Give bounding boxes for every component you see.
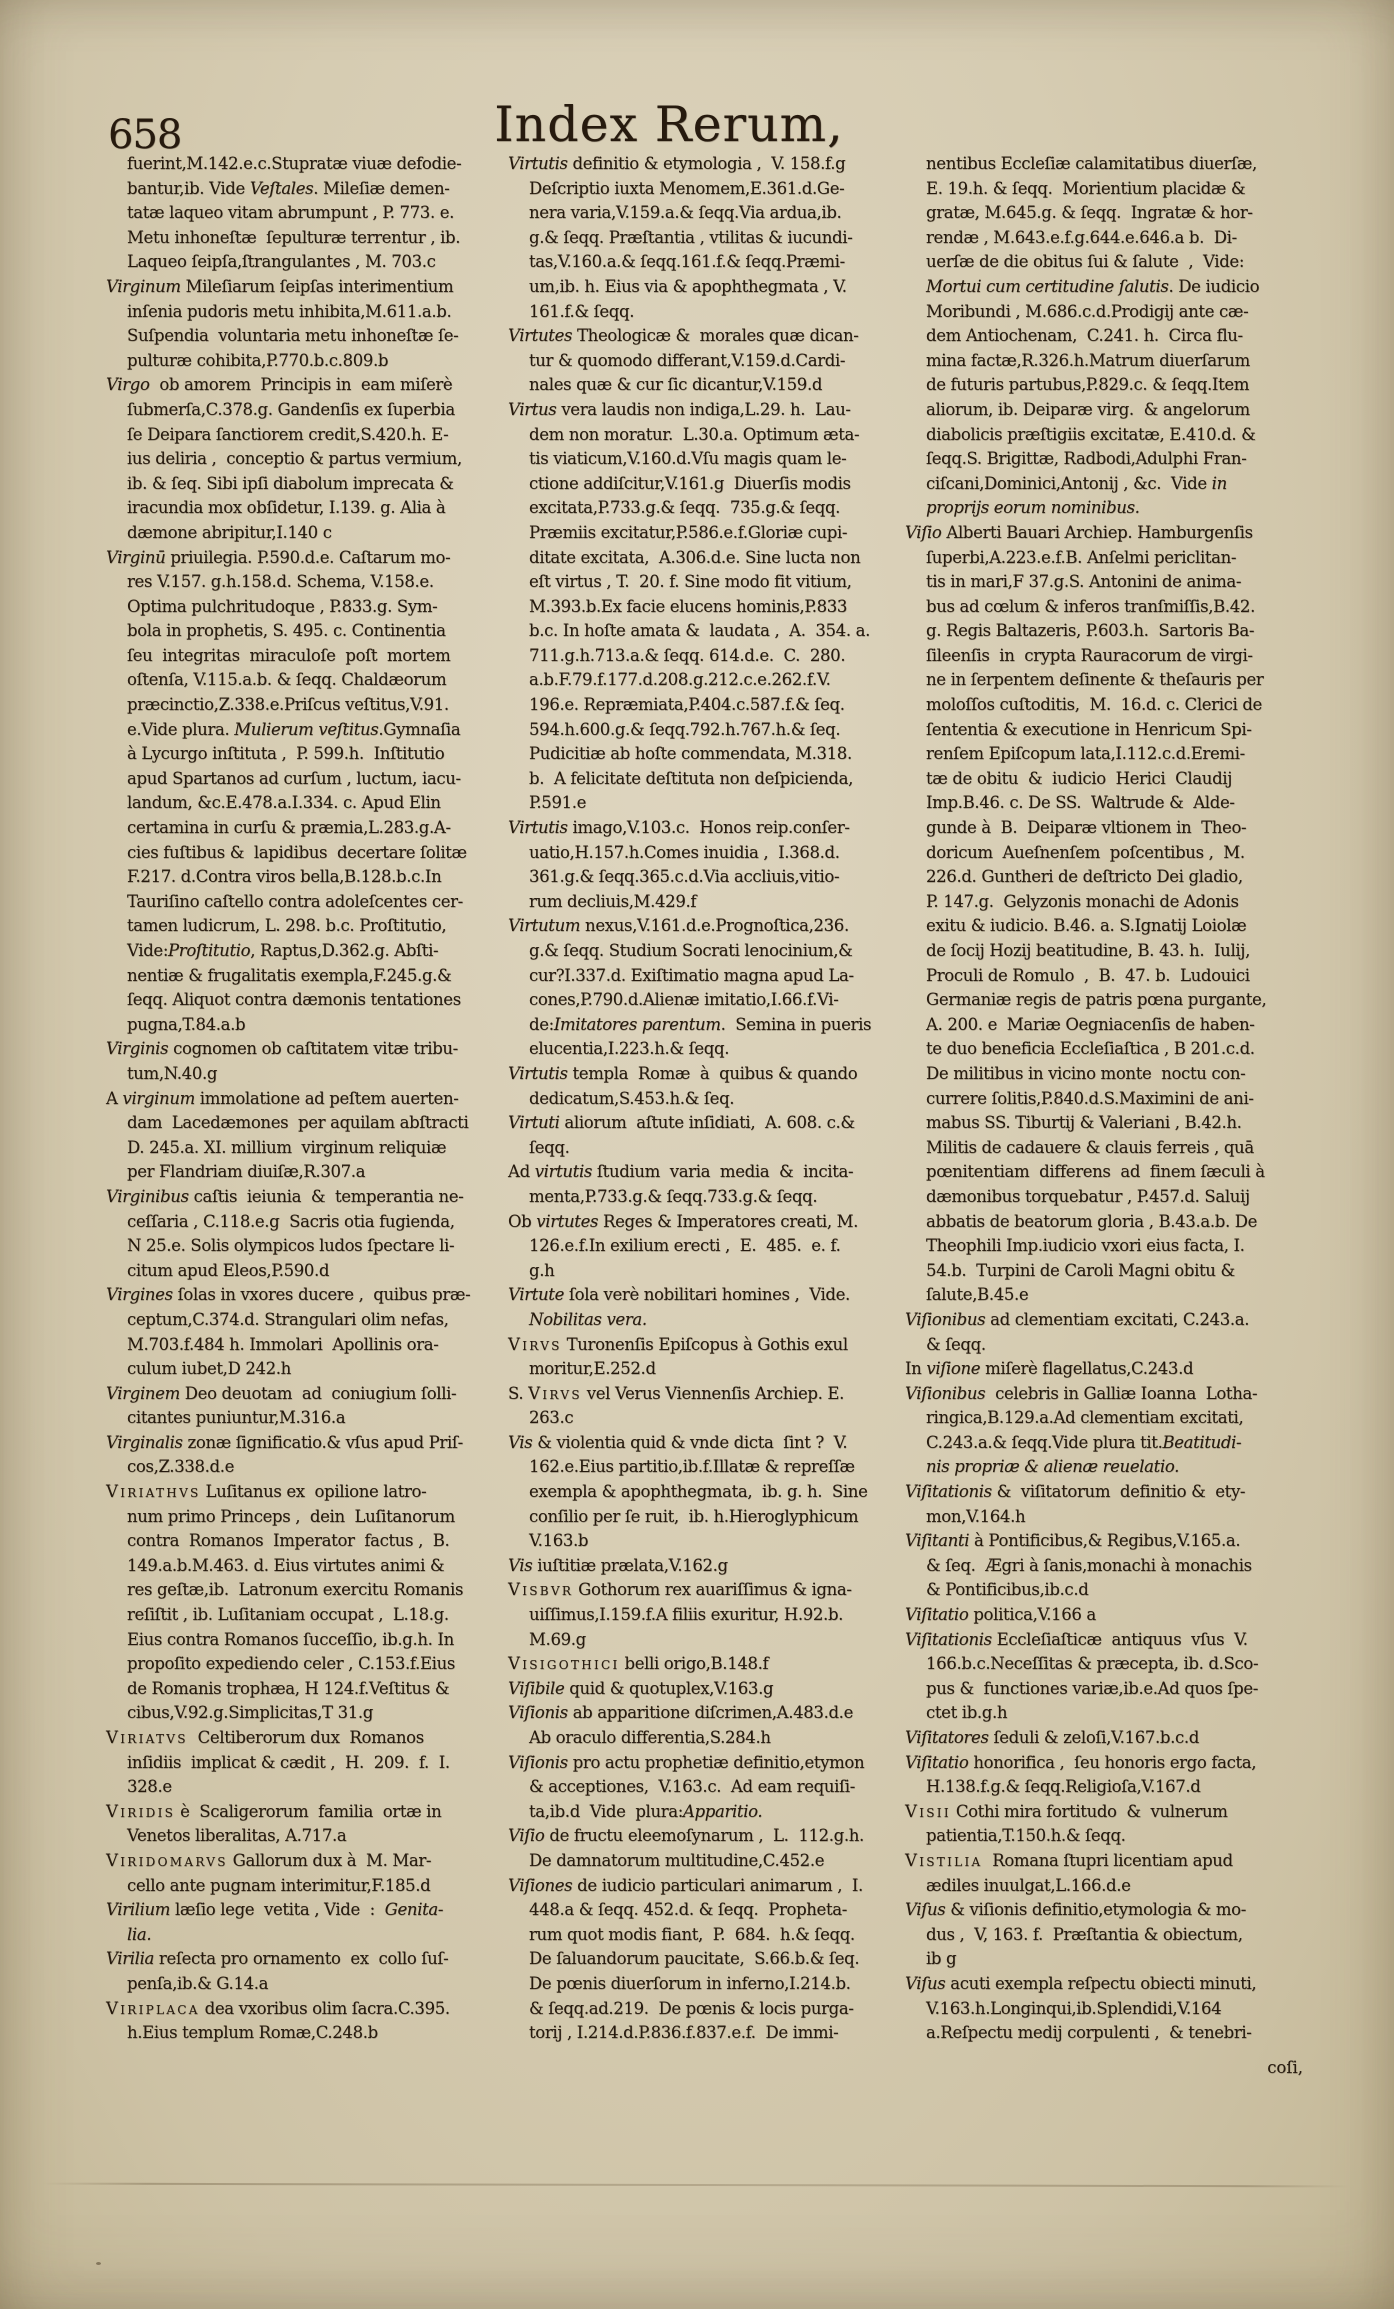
index-line: 711.g.h.713.a.& ſeqq. 614.d.e. C. 280. [529,645,846,665]
index-line: Optima pulchritudoque , P.833.g. Sym- [127,596,438,616]
index-line: H.138.f.g.& ſeqq.Religioſa,V.167.d [926,1777,1201,1797]
index-line: ctet ib.g.h [926,1703,1008,1723]
index-line: Vis & violentia quid & vnde dicta ſint ? V. [508,1432,848,1452]
index-line: tis in mari,F 37.g.S. Antonini de anima- [926,572,1242,592]
index-line: Eius contra Romanos ſucceſſio, ib.g.h. In [127,1629,454,1649]
index-line: h.Eius templum Romæ,C.248.b [127,2023,378,2043]
index-line: ringica,B.129.a.Ad clementiam excitati, [926,1408,1244,1428]
index-line: Visigothici belli origo,B.148.f [508,1654,769,1674]
index-line: iracundia mox obſidetur, I.139. g. Alia à [127,498,446,518]
index-line: ſeqq.S. Brigittæ, Radbodi,Adulphi Fran- [926,449,1247,469]
index-line: In viſione miſerè flagellatus,C.243.d [905,1359,1194,1379]
page-crease-line [42,2183,1350,2188]
index-line: tamen ludicrum, L. 298. b.c. Proſtitutio, [127,916,447,936]
index-line: uatio,H.157.h.Comes inuidia , I.368.d. [529,842,840,862]
index-line: 166.b.c.Neceſſitas & præcepta, ib. d.Sco- [926,1654,1259,1674]
index-line: uerſæ de die obitus ſui & ſalute , Vide: [926,252,1245,272]
index-line: cibus,V.92.g.Simplicitas,T 31.g [127,1703,373,1723]
index-line: tum,N.40.g [127,1063,218,1083]
index-line: bantur,ib. Vide Veſtales. Mileſiæ demen- [127,178,450,198]
index-line: Virilium læſio lege vetita , Vide : Genita- [106,1900,444,1920]
index-line: Metu inhoneſtæ ſepulturæ terrentur , ib. [127,227,461,247]
index-line: 263.c [529,1408,574,1428]
index-line: Virtutis imago,V.103.c. Honos reip.conſer- [508,818,850,838]
index-line: rendæ , M.643.e.f.g.644.e.646.a b. Di- [926,227,1237,247]
index-line: Vis iuſtitiæ prælata,V.162.g [508,1555,728,1575]
index-line: Theophili Imp.iudicio vxori eius facta, I. [926,1236,1245,1256]
index-line: 162.e.Eius partitio,ib.f.Illatæ & repreſſæ [529,1457,855,1477]
index-line: Viſionibus celebris in Galliæ Ioanna Lotha- [905,1383,1258,1403]
index-line: ta,ib.d Vide plura:Apparitio. [529,1801,763,1821]
index-line: De militibus in vicino monte noctu con- [926,1063,1246,1083]
index-line: num primo Princeps , dein Luſitanorum [127,1506,455,1526]
index-line: cello ante pugnam interimitur,F.185.d [127,1875,431,1895]
index-line: nis propriæ & alienæ reuelatio. [926,1457,1180,1477]
index-line: Venetos liberalitas, A.717.a [127,1826,347,1846]
index-line: nera varia,V.159.a.& ſeqq.Via ardua,ib. [529,203,842,223]
index-line: ſeu integritas miraculoſe poſt mortem [127,645,451,665]
index-line: dem Antiochenam, C.241. h. Circa flu- [926,326,1243,346]
index-line: Ab oraculo differentia,S.284.h [529,1728,771,1747]
index-line: inſenia pudoris metu inhibita,M.611.a.b. [127,301,452,321]
index-line: a.Reſpectu medij corpulenti , & tenebri- [926,2023,1252,2043]
index-line: elucentia,I.223.h.& ſeqq. [529,1039,730,1059]
index-line: & Pontificibus,ib.c.d [926,1580,1089,1600]
index-line: e.Vide plura. Mulierum veſtitus.Gymnaſia [127,719,461,739]
index-line: gunde à B. Deiparæ vltionem in Theo- [926,818,1247,838]
index-line: C.243.a.& ſeqq.Vide plura tit.Beatitudi- [926,1432,1242,1452]
index-line: Viſio Alberti Bauari Archiep. Hamburgenſis [905,522,1253,542]
index-line: Virilia reſecta pro ornamento ex collo ſuſ- [106,1949,449,1969]
index-line: ſe Deipara ſanctiorem credit,S.420.h. E- [127,424,449,444]
index-line: Viſionis pro actu prophetiæ definitio,etymon [508,1752,865,1772]
index-line: Viſiones de iudicio particulari animarum , I. [508,1875,863,1895]
index-line: Virgo ob amorem Principis in eam miſerè [106,375,453,395]
index-line: Imp.B.46. c. De SS. Waltrude & Alde- [926,793,1235,813]
index-line: ſententia & executione in Henricum Spi- [926,719,1252,739]
index-line: P.591.e [529,793,587,813]
index-line: dem non moratur. L.30.a. Optimum æta- [529,424,860,444]
index-line: Viridomarvs Gallorum dux à M. Mar- [106,1850,432,1870]
index-line: ib. & ſeq. Sibi ipſi diabolum imprecata & [127,473,454,493]
ink-speck [96,2262,101,2265]
index-line: lia. [127,1924,152,1944]
index-line: tas,V.160.a.& ſeqq.161.f.& ſeqq.Præmi- [529,252,845,272]
index-line: Virtutis definitio & etymologia , V. 158.f.g [508,154,846,173]
index-line: ſalute,B.45.e [926,1285,1029,1305]
index-line: Virginis cognomen ob caſtitatem vitæ tribu- [106,1039,458,1059]
index-line: pus & functiones variæ,ib.e.Ad quos ſpe- [926,1678,1259,1698]
index-line: N 25.e. Solis olympicos ludos ſpectare li- [127,1236,455,1256]
index-line: de ſocij Hozij beatitudine, B. 43. h. Iulij, [926,941,1250,960]
index-line: bus ad cœlum & inferos tranſmiſſis,B.42. [926,596,1255,616]
index-line: pœnitentiam differens ad finem ſæculi à [926,1162,1265,1182]
index-line: Mortui cum certitudine ſalutis. De iudicio [926,276,1260,296]
index-line: Viſitatores ſeduli & zeloſi,V.167.b.c.d [905,1728,1199,1747]
index-line: Vistilia Romana ſtupri licentiam apud [905,1850,1233,1870]
index-line: te duo beneficia Eccleſiaſtica , B 201.c.d. [926,1039,1255,1059]
index-line: ditate excitata, A.306.d.e. Sine lucta non [529,547,861,567]
index-line: b. A felicitate deſtituta non deſpicienda, [529,768,854,788]
index-line: oſtenſa, V.115.a.b. & ſeqq. Chaldæorum [127,670,447,690]
index-line: De pœnis diuerſorum in inferno,I.214.b. [529,1973,851,1993]
index-line: M.703.f.484 h. Immolari Apollinis ora- [127,1334,439,1354]
index-line: 126.e.f.In exilium erecti , E. 485. e. f. [529,1236,841,1256]
index-line: exempla & apophthegmata, ib. g. h. Sine [529,1482,868,1502]
index-line: cies fuſtibus & lapidibus decertare ſolitæ [127,842,467,862]
index-line: proprijs eorum nominibus. [926,498,1140,518]
index-line: Virginalis zonæ ſignificatio.& vſus apud Priſ- [106,1432,463,1452]
index-line: Viſitatio politica,V.166 a [905,1605,1096,1625]
index-line: landum, &c.E.478.a.I.334. c. Apud Elin [127,793,441,813]
index-line: res geſtæ,ib. Latronum exercitu Romanis [127,1580,464,1600]
index-line: Virginem Deo deuotam ad coniugium ſolli- [106,1383,457,1403]
index-line: Viſus acuti exempla reſpectu obiecti minuti, [905,1973,1257,1993]
index-line: Moribundi , M.686.c.d.Prodigij ante cæ- [926,301,1249,321]
index-line: ib g [926,1949,957,1969]
index-line: A virginum immolatione ad peſtem auerten- [106,1088,459,1108]
index-line: nentibus Eccleſiæ calamitatibus diuerſæ, [926,154,1257,173]
index-line: Visbvr Gothorum rex auariſſimus & igna- [508,1580,852,1600]
index-line: Tauriſino caſtello contra adoleſcentes cer- [127,891,463,911]
index-line: E. 19.h. & ſeqq. Morientium placidæ & [926,178,1246,198]
index-line: Virtute ſola verè nobilitari homines , Vide. [508,1285,850,1305]
index-line: b.c. In hoſte amata & laudata , A. 354. a. [529,621,870,641]
index-line: pulturæ cohibita,P.770.b.c.809.b [127,350,389,370]
index-line: Vide:Proſtitutio, Raptus,D.362.g. Abſti- [127,941,439,960]
index-line: De damnatorum multitudine,C.452.e [529,1850,825,1870]
index-line: patientia,T.150.h.& ſeqq. [926,1826,1126,1846]
index-line: per Flandriam diuiſæ,R.307.a [127,1162,366,1182]
index-line: Virtutes Theologicæ & morales quæ dican- [508,326,859,346]
index-line: cur?I.337.d. Exiſtimatio magna apud La- [529,965,854,985]
index-line: Laqueo ſeipſa,ſtrangulantes , M. 703.c [127,252,436,272]
index-line: Virtutis templa Romæ à quibus & quando [508,1063,858,1083]
index-line: torij , I.214.d.P.836.f.837.e.f. De immi- [529,2023,839,2043]
index-line: dus , V, 163. f. Præſtantia & obiectum, [926,1924,1243,1944]
index-line: Militis de cadauere & clauis ferreis , quā [926,1137,1254,1157]
index-line: aliorum, ib. Deiparæ virg. & angelorum [926,399,1250,419]
index-line: ius deliria , conceptio & partus vermium, [127,449,462,469]
index-line: nales quæ & cur ſic dicantur,V.159.d [529,375,823,395]
index-line: exitu & iudicio. B.46. a. S.Ignatij Loiolæ [926,916,1247,936]
index-line: gratæ, M.645.g. & ſeqq. Ingratæ & hor- [926,203,1253,223]
page-title: Index Rerum, [494,96,844,153]
index-line: moloſſos cuſtoditis, M. 16.d. c. Clerici de [926,695,1262,715]
index-line: um,ib. h. Eius via & apophthegmata , V. [529,276,847,296]
index-line: currere ſolitis,P.840.d.S.Maximini de ani- [926,1088,1254,1108]
index-line: renſem Epiſcopum lata,I.112.c.d.Eremi- [926,744,1245,764]
index-line: Viſus & viſionis definitio,etymologia & mo- [905,1900,1246,1920]
index-line: pugna,T.84.a.b [127,1014,246,1034]
index-line: uiſſimus,I.159.f.A filiis exuritur, H.92.b. [529,1605,844,1625]
index-line: Visii Cothi mira fortitudo & vulnerum [905,1801,1228,1821]
index-line: ſileenſis in crypta Rauracorum de virgi- [926,645,1253,665]
index-line: & ſeqq.ad.219. De pœnis & locis purga- [529,1998,854,2018]
index-line: Viridis è Scaligerorum familia ortæ in [106,1801,442,1821]
index-line: M.69.g [529,1629,586,1649]
catchword: coſi, [1267,2058,1303,2077]
index-line: 54.b. Turpini de Caroli Magni obitu & [926,1260,1235,1280]
index-line: de futuris partubus,P.829.c. & ſeqq.Item [926,375,1250,395]
index-line: ne in ſerpentem deſinente & theſauris per [926,670,1264,690]
index-line: penſa,ib.& G.14.a [127,1973,269,1993]
index-line: ædiles inuulgat,L.166.d.e [926,1875,1131,1895]
index-line: Viſitatio honorifica , ſeu honoris ergo facta, [905,1752,1257,1772]
index-line: 594.h.600.g.& ſeqq.792.h.767.h.& ſeq. [529,719,841,739]
index-line: M.393.b.Ex facie elucens hominis,P.833 [529,596,848,616]
index-line: Virginum Mileſiarum ſeipſas interimentium [106,276,454,296]
index-line: Deſcriptio iuxta Menomem,E.361.d.Ge- [529,178,845,198]
index-line: mon,V.164.h [926,1506,1026,1526]
index-line: tatæ laqueo vitam abrumpunt , P. 773. e. [127,203,455,223]
index-line: dam Lacedæmones per aquilam abſtracti [127,1113,469,1133]
index-line: à Lycurgo inſtituta , P. 599.h. Inſtitutio [127,744,445,764]
index-line: F.217. d.Contra viros bella,B.128.b.c.In [127,867,442,887]
index-line: Viſibile quid & quotuplex,V.163.g [508,1678,774,1698]
index-line: Viſio de fructu eleemoſynarum , L. 112.g.h. [508,1826,864,1846]
index-line: certamina in curſu & præmia,L.283.g.A- [127,818,451,838]
index-line: Virginibus caſtis ieiunia & temperantia ne- [106,1186,464,1206]
index-column-2 [508,152,912,2046]
index-line: Ob virtutes Reges & Imperatores creati, M. [508,1211,859,1231]
index-line: conſilio per ſe ruit, ib. h.Hieroglyphicum [529,1506,859,1526]
index-line: culum iubet,D 242.h [127,1359,291,1379]
index-line: Virvs Turonenſis Epiſcopus à Gothis exul [508,1334,848,1354]
index-line: fuerint,M.142.e.c.Stupratæ viuæ defodie- [127,154,462,173]
index-line: g. Regis Baltazeris, P.603.h. Sartoris Ba- [926,621,1255,641]
index-line: doricum Aueſnenſem poſcentibus , M. [926,842,1245,862]
index-line: Pudicitiæ ab hoſte commendata, M.318. [529,744,852,764]
index-line: Proculi de Romulo , B. 47. b. Ludouici [926,965,1250,985]
index-line: excitata,P.733.g.& ſeqq. 735.g.& ſeqq. [529,498,841,518]
page-number: 658 [108,112,182,158]
index-line: dæmone abripitur,I.140 c [127,522,332,542]
index-line: a.b.F.79.f.177.d.208.g.212.c.e.262.f.V. [529,670,831,690]
index-line: Viſitationis Eccleſiaſticæ antiquus vſus V. [905,1629,1248,1649]
index-line: P. 147.g. Gelyzonis monachi de Adonis [926,891,1239,911]
index-line: cones,P.790.d.Alienæ imitatio,I.66.f.Vi- [529,990,839,1010]
index-line: citum apud Eleos,P.590.d [127,1260,330,1280]
index-line: Viſitanti à Pontificibus,& Regibus,V.165.a. [905,1531,1241,1551]
index-line: g.& ſeqq. Præſtantia , vtilitas & iucundi- [529,227,853,247]
index-line: ſuperbi,A.223.e.f.B. Anſelmi periclitan- [926,547,1237,567]
index-line: Suſpendia voluntaria metu inhoneſtæ ſe- [127,326,459,346]
index-column-1 [106,152,478,2046]
index-line: Virtus vera laudis non indiga,L.29. h. Lau- [508,399,851,419]
index-line: diabolicis præſtigiis excitatæ, E.410.d. & [926,424,1256,444]
index-line: bola in prophetis, S. 495. c. Continentia [127,621,446,641]
index-line: ceptum,C.374.d. Strangulari olim nefas, [127,1309,449,1329]
index-line: Nobilitas vera. [529,1309,647,1329]
index-line: 328.e [127,1777,172,1797]
index-line: & acceptiones, V.163.c. Ad eam requiſi- [529,1777,855,1797]
index-line: apud Spartanos ad curſum , luctum, iacu- [127,768,461,788]
index-line: ciſcani,Dominici,Antonij , &c. Vide in [926,473,1227,493]
index-line: 226.d. Guntheri de deſtricto Dei gladio, [926,867,1243,887]
index-line: g.h [529,1260,555,1280]
index-line: moritur,E.252.d [529,1359,656,1379]
index-line: 448.a & ſeqq. 452.d. & ſeqq. Propheta- [529,1900,847,1920]
index-line: S. Virvs vel Verus Viennenſis Archiep. E. [508,1383,845,1403]
index-line: ſubmerſa,C.378.g. Gandenſis ex ſuperbia [127,399,455,419]
index-line: Germaniæ regis de patris pœna purgante, [926,990,1267,1010]
index-line: Viſionis ab apparitione diſcrimen,A.483.d.e [508,1703,853,1723]
index-line: Viriatvs Celtiberorum dux Romanos [106,1728,424,1747]
index-line: g.& ſeqq. Studium Socrati lenocinium,& [529,941,853,960]
index-line: tur & quomodo differant,V.159.d.Cardi- [529,350,846,370]
index-line: A. 200. e Mariæ Oegniacenſis de haben- [926,1014,1255,1034]
index-line: Virgines ſolas in vxores ducere , quibus præ- [106,1285,471,1305]
index-line: Ad virtutis ſtudium varia media & incita- [508,1162,854,1182]
index-line: eſt virtus , T. 20. f. Sine modo fit vitium, [529,572,852,592]
index-line: Præmiis excitatur,P.586.e.f.Gloriæ cupi- [529,522,848,542]
index-line: & ſeq. Ægri à ſanis,monachi à monachis [926,1555,1252,1575]
index-line: rum quot modis fiant, P. 684. h.& ſeqq. [529,1924,855,1944]
index-line: Virtuti aliorum aſtute inſidiati, A. 608. c.& [508,1113,855,1133]
index-line: ceſſaria , C.118.e.g Sacris otia fugienda, [127,1211,455,1231]
index-line: præcinctio,Z.338.e.Priſcus veſtitus,V.91. [127,695,449,715]
index-line: ſeqq. [529,1137,570,1157]
index-line: reſiſtit , ib. Luſitaniam occupat , L.18.g. [127,1605,449,1625]
index-line: contra Romanos Imperator factus , B. [127,1531,450,1551]
index-line: Viriplaca dea vxoribus olim ſacra.C.395. [106,1998,450,2018]
index-line: mina factæ,R.326.h.Matrum diuerſarum [926,350,1250,370]
index-line: dæmonibus torquebatur , P.457.d. Saluij [926,1186,1250,1206]
index-line: nentiæ & frugalitatis exempla,F.245.g.& [127,965,452,985]
index-line: de Romanis trophæa, H 124.f.Veſtitus & [127,1678,450,1698]
index-line: tæ de obitu & iudicio Herici Claudij [926,768,1232,788]
index-line: 149.a.b.M.463. d. Eius virtutes animi & [127,1555,445,1575]
index-line: & ſeqq. [926,1334,986,1354]
index-line: De ſaluandorum paucitate, S.66.b.& ſeq. [529,1949,860,1969]
index-line: ſeqq. Aliquot contra dæmonis tentationes [127,990,461,1010]
index-line: citantes puniuntur,M.316.a [127,1408,346,1428]
index-line: 361.g.& ſeqq.365.c.d.Via accliuis,vitio- [529,867,840,887]
index-line: inſidiis implicat & cædit , H. 209. f. I. [127,1752,450,1772]
index-line: menta,P.733.g.& ſeqq.733.g.& ſeqq. [529,1186,818,1206]
index-line: res V.157. g.h.158.d. Schema, V.158.e. [127,572,434,592]
index-line: Viſitationis & viſitatorum definitio & ety- [905,1482,1246,1502]
index-line: abbatis de beatorum gloria , B.43.a.b. De [926,1211,1258,1231]
index-line: V.163.b [529,1531,589,1551]
index-line: mabus SS. Tiburtij & Valeriani , B.42.h. [926,1113,1242,1133]
index-line: V.163.h.Longinqui,ib.Splendidi,V.164 [926,1998,1222,2018]
index-line: Viriathvs Luſitanus ex opilione latro- [106,1482,427,1502]
index-line: 196.e. Repræmiata,P.404.c.587.f.& ſeq. [529,695,845,715]
index-line: Virginū priuilegia. P.590.d.e. Caſtarum mo- [106,547,451,567]
index-line: ctione addiſcitur,V.161.g Diuerſis modis [529,473,851,493]
index-column-3 [905,152,1305,2046]
index-line: propoſito expediendo celer , C.153.f.Eius [127,1654,455,1674]
index-line: de:Imitatores parentum. Semina in pueris [529,1014,872,1034]
index-line: rum decliuis,M.429.f [529,891,697,911]
index-line: Viſionibus ad clementiam excitati, C.243.a. [905,1309,1250,1329]
index-line: dedicatum,S.453.h.& ſeq. [529,1088,735,1108]
index-line: tis viaticum,V.160.d.Vſu magis quam le- [529,449,847,469]
index-line: cos,Z.338.d.e [127,1457,235,1477]
index-line: Virtutum nexus,V.161.d.e.Prognoſtica,236. [508,916,849,936]
index-line: 161.f.& ſeqq. [529,301,635,321]
index-line: D. 245.a. XI. millium virginum reliquiæ [127,1137,447,1157]
